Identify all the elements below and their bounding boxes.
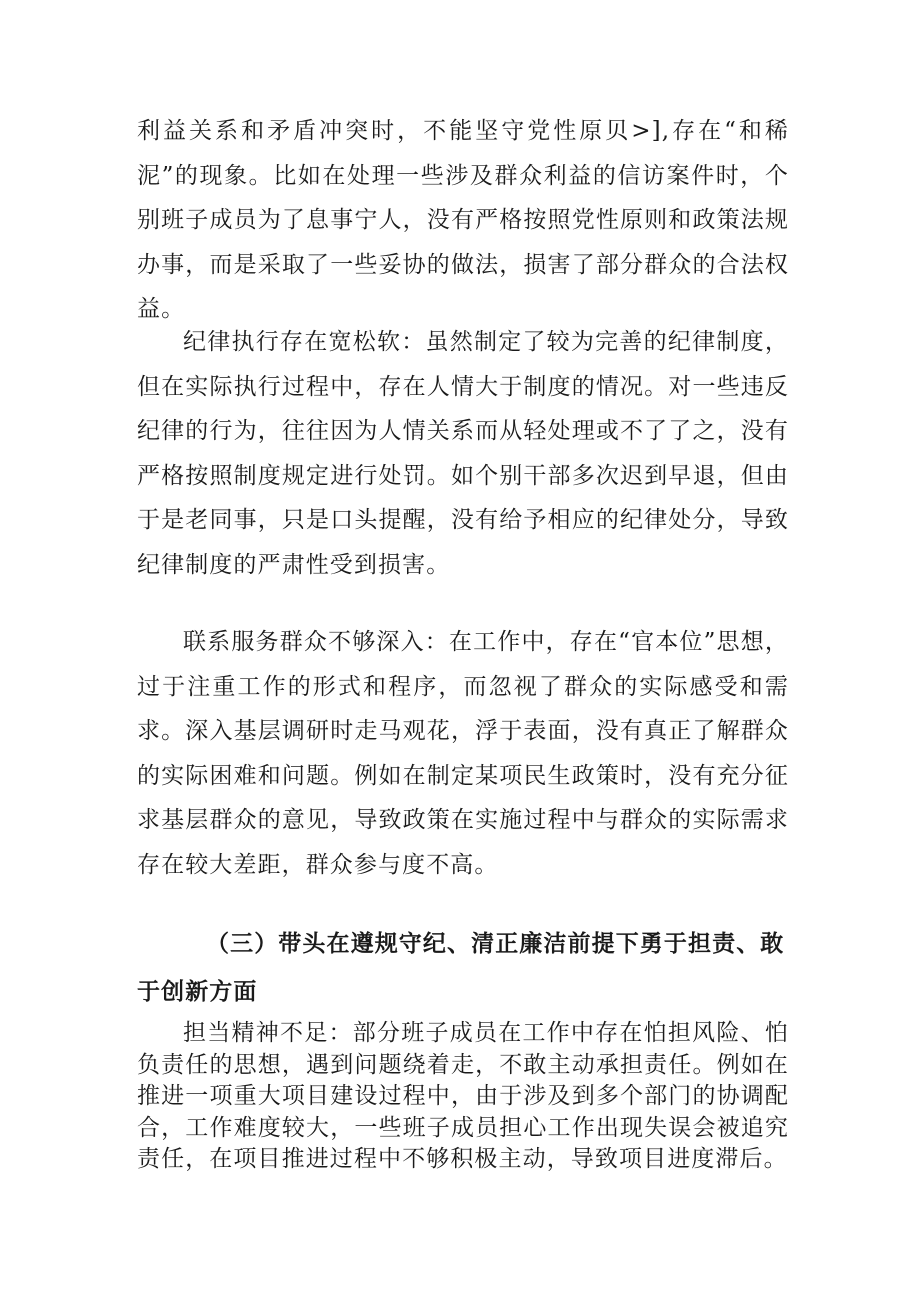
section-heading: （三）带头在遵规守纪、清正廉洁前提下勇于担责、敢于创新方面 — [137, 930, 785, 1005]
paragraph-continuation: 利益关系和矛盾冲突时，不能坚守党性原贝>],存在“和稀泥”的现象。比如在处理一些涉及群众利益的信访案件时，个别班子成员为了息事宁人，没有严格按照党性原则和政策法规办事，而是采取了一些妥协的做法，损害了部分群众的合法权益。 — [137, 118, 789, 322]
paragraph-discipline-enforcement: 纪律执行存在宽松软：虽然制定了较为完善的纪律制度，但在实际执行过程中，存在人情大于制度的情况。对一些违反纪律的行为，往往因为人情关系而从轻处理或不了了之，没有严格按照制度规定进行处罚。如个别干部多次迟到早退，但由于是老同事，只是口头提醒，没有给予相应的纪律处分，导致纪律制度的严肃性受到损害。 — [137, 329, 789, 578]
paragraph-responsibility: 担当精神不足：部分班子成员在工作中存在怕担风险、怕负责任的思想，遇到问题绕着走，不敢主动承担责任。例如在推进一项重大项目建设过程中，由于涉及到多个部门的协调配合，工作难度较大，一些班子成员担心工作出现失误会被追究责任，在项目推进过程中不够积极主动，导致项目进度滞后。 — [137, 1020, 789, 1172]
paragraph-serving-masses: 联系服务群众不够深入：在工作中，存在“官本位”思想，过于注重工作的形式和程序，而忽视了群众的实际感受和需求。深入基层调研时走马观花，浮于表面，没有真正了解群众的实际困难和问题。例如在制定某项民生政策时，没有充分征求基层群众的意见，导致政策在实施过程中与群众的实际需求存在较大差距，群众参与度不高。 — [137, 629, 789, 878]
